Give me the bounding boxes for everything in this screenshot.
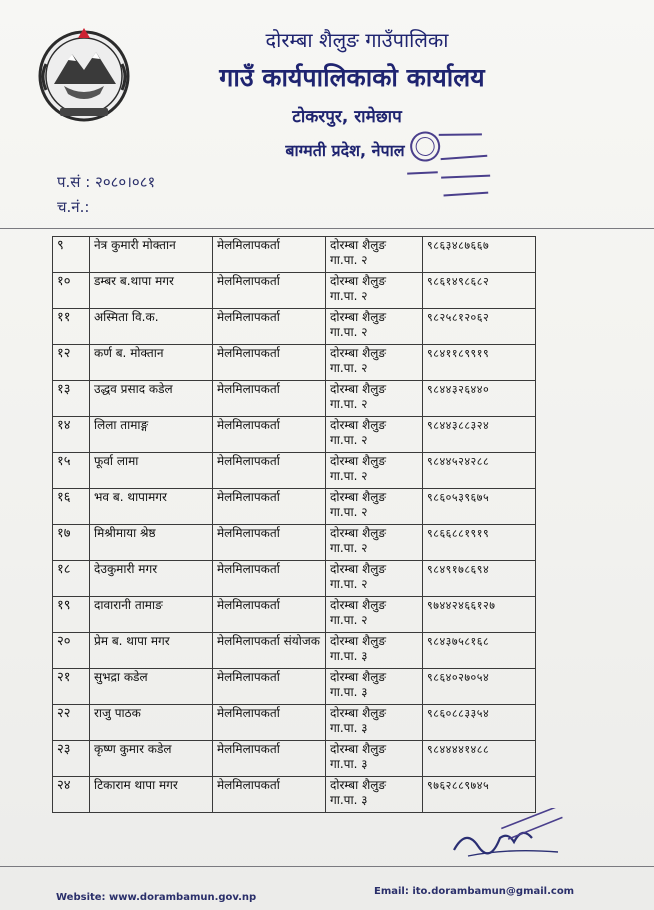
table-row (53, 597, 536, 633)
row-serial-number: १९ (53, 597, 90, 633)
row-name: कर्ण ब. मोक्तान (90, 345, 213, 381)
row-address (326, 705, 423, 741)
row-address-line1: दोरम्बा शैलुङ (330, 454, 387, 468)
row-serial-number: १३ (53, 381, 90, 417)
row-serial-number: २१ (53, 669, 90, 705)
mediators-table (52, 236, 536, 813)
row-address-line1: दोरम्बा शैलुङ (330, 490, 387, 504)
row-phone: ९८६६८८१९१९ (423, 525, 536, 561)
table-row (53, 453, 536, 489)
signature-with-stamp (448, 808, 568, 864)
row-address-line2: गा.पा. ३ (330, 793, 368, 807)
row-address (326, 381, 423, 417)
row-serial-number: ११ (53, 309, 90, 345)
office-stamp-seal (396, 114, 496, 214)
row-address (326, 525, 423, 561)
table-row (53, 561, 536, 597)
row-name: अस्मिता वि.क. (90, 309, 213, 345)
row-role: मेलमिलापकर्ता (213, 561, 326, 597)
row-name: भव ब. थापामगर (90, 489, 213, 525)
reference-number: प.सं : २०८०।०८१ (57, 173, 156, 191)
row-address (326, 561, 423, 597)
row-phone: ९८६४०२७०५४ (423, 669, 536, 705)
row-address-line1: दोरम्बा शैलुङ (330, 670, 387, 684)
row-serial-number: १८ (53, 561, 90, 597)
row-phone: ९८४४५२४२८८ (423, 453, 536, 489)
row-role: मेलमिलापकर्ता (213, 597, 326, 633)
row-serial-number: १२ (53, 345, 90, 381)
row-serial-number: १७ (53, 525, 90, 561)
row-name: सुभद्रा कडेल (90, 669, 213, 705)
row-address-line1: दोरम्बा शैलुङ (330, 706, 387, 720)
row-address-line1: दोरम्बा शैलुङ (330, 310, 387, 324)
dispatch-number: च.नं.: (57, 198, 90, 216)
table-row (53, 345, 536, 381)
row-address (326, 417, 423, 453)
row-name: टिकाराम थापा मगर (90, 777, 213, 813)
row-phone: ९८४४३८८३२४ (423, 417, 536, 453)
row-address-line2: गा.पा. २ (330, 505, 368, 519)
row-address-line2: गा.पा. २ (330, 433, 368, 447)
row-address-line1: दोरम्बा शैलुङ (330, 238, 387, 252)
row-address (326, 273, 423, 309)
row-phone: ९८४४३२६४४० (423, 381, 536, 417)
row-phone: ९७४४२४६६१२७ (423, 597, 536, 633)
row-serial-number: १६ (53, 489, 90, 525)
row-serial-number: १४ (53, 417, 90, 453)
row-phone: ९८६१४९८६८२ (423, 273, 536, 309)
footer-divider (0, 866, 654, 867)
row-address-line1: दोरम्बा शैलुङ (330, 742, 387, 756)
row-role: मेलमिलापकर्ता (213, 453, 326, 489)
row-role: मेलमिलापकर्ता (213, 381, 326, 417)
row-address-line1: दोरम्बा शैलुङ (330, 598, 387, 612)
row-serial-number: २२ (53, 705, 90, 741)
row-role: मेलमिलापकर्ता (213, 309, 326, 345)
row-address (326, 777, 423, 813)
table-row (53, 741, 536, 777)
row-name: मिश्रीमाया श्रेष्ठ (90, 525, 213, 561)
row-address-line1: दोरम्बा शैलुङ (330, 634, 387, 648)
table-row (53, 381, 536, 417)
row-address-line2: गा.पा. २ (330, 253, 368, 267)
row-address (326, 597, 423, 633)
row-name: फूर्वा लामा (90, 453, 213, 489)
row-address-line1: दोरम्बा शैलुङ (330, 562, 387, 576)
row-address (326, 453, 423, 489)
row-name: डम्बर ब.थापा मगर (90, 273, 213, 309)
row-phone: ९८६३४८७६६७ (423, 237, 536, 273)
row-serial-number: २४ (53, 777, 90, 813)
row-address-line2: गा.पा. २ (330, 469, 368, 483)
row-role: मेलमिलापकर्ता (213, 489, 326, 525)
row-address (326, 669, 423, 705)
row-phone: ९८६०५३९६७५ (423, 489, 536, 525)
table-row (53, 417, 536, 453)
row-role: मेलमिलापकर्ता संयोजक (213, 633, 326, 669)
row-address-line1: दोरम्बा शैलुङ (330, 778, 387, 792)
row-role: मेलमिलापकर्ता (213, 237, 326, 273)
province-country: बाग्मती प्रदेश, नेपाल (285, 141, 405, 160)
row-serial-number: ९ (53, 237, 90, 273)
row-address-line2: गा.पा. २ (330, 289, 368, 303)
row-phone: ९८२५८१२०६२ (423, 309, 536, 345)
row-role: मेलमिलापकर्ता (213, 273, 326, 309)
row-phone: ९७६२८८९७४५ (423, 777, 536, 813)
office-title: गाउँ कार्यपालिकाको कार्यालय (219, 63, 485, 92)
row-address (326, 633, 423, 669)
row-phone: ९८४३७५८१६८ (423, 633, 536, 669)
row-address-line2: गा.पा. ३ (330, 685, 368, 699)
row-role: मेलमिलापकर्ता (213, 741, 326, 777)
office-location: टोकरपुर, रामेछाप (292, 107, 402, 127)
row-address-line2: गा.पा. २ (330, 361, 368, 375)
row-address-line1: दोरम्बा शैलुङ (330, 526, 387, 540)
row-address-line2: गा.पा. ३ (330, 757, 368, 771)
table-row (53, 273, 536, 309)
row-phone: ९८४११८९९१९ (423, 345, 536, 381)
row-role: मेलमिलापकर्ता (213, 705, 326, 741)
row-name: राजु पाठक (90, 705, 213, 741)
row-address-line1: दोरम्बा शैलुङ (330, 382, 387, 396)
row-phone: ९८४९१७८६९४ (423, 561, 536, 597)
row-serial-number: १५ (53, 453, 90, 489)
row-address-line1: दोरम्बा शैलुङ (330, 346, 387, 360)
footer-website: Website: www.dorambamun.gov.np (56, 892, 257, 903)
row-address-line2: गा.पा. २ (330, 325, 368, 339)
header-divider (0, 228, 654, 229)
row-name: देउकुमारी मगर (90, 561, 213, 597)
row-address-line1: दोरम्बा शैलुङ (330, 418, 387, 432)
row-role: मेलमिलापकर्ता (213, 525, 326, 561)
row-address-line2: गा.पा. ३ (330, 721, 368, 735)
row-address (326, 345, 423, 381)
row-phone: ९८६०८८३३५४ (423, 705, 536, 741)
row-name: नेत्र कुमारी मोक्तान (90, 237, 213, 273)
municipality-name: दोरम्बा शैलुङ गाउँपालिका (265, 28, 449, 52)
row-serial-number: १० (53, 273, 90, 309)
row-name: प्रेम ब. थापा मगर (90, 633, 213, 669)
row-serial-number: २० (53, 633, 90, 669)
row-address-line2: गा.पा. ३ (330, 649, 368, 663)
row-name: उद्धव प्रसाद कडेल (90, 381, 213, 417)
table-row (53, 309, 536, 345)
table-row (53, 669, 536, 705)
row-name: दावारानी तामाङ (90, 597, 213, 633)
row-serial-number: २३ (53, 741, 90, 777)
footer-email: Email: ito.dorambamun@gmail.com (374, 886, 575, 897)
table-row (53, 525, 536, 561)
row-address (326, 741, 423, 777)
table-row (53, 237, 536, 273)
row-address (326, 489, 423, 525)
row-address (326, 237, 423, 273)
row-name: लिला तामाङ्ग (90, 417, 213, 453)
row-role: मेलमिलापकर्ता (213, 417, 326, 453)
row-address-line2: गा.पा. २ (330, 397, 368, 411)
table-row (53, 705, 536, 741)
table-row (53, 633, 536, 669)
row-address-line2: गा.पा. २ (330, 577, 368, 591)
row-address-line2: गा.पा. २ (330, 613, 368, 627)
row-role: मेलमिलापकर्ता (213, 669, 326, 705)
table-row (53, 489, 536, 525)
row-role: मेलमिलापकर्ता (213, 777, 326, 813)
row-name: कृष्ण कुमार कडेल (90, 741, 213, 777)
row-address-line2: गा.पा. २ (330, 541, 368, 555)
row-role: मेलमिलापकर्ता (213, 345, 326, 381)
row-address-line1: दोरम्बा शैलुङ (330, 274, 387, 288)
row-phone: ९८४४४४१४८८ (423, 741, 536, 777)
row-address (326, 309, 423, 345)
